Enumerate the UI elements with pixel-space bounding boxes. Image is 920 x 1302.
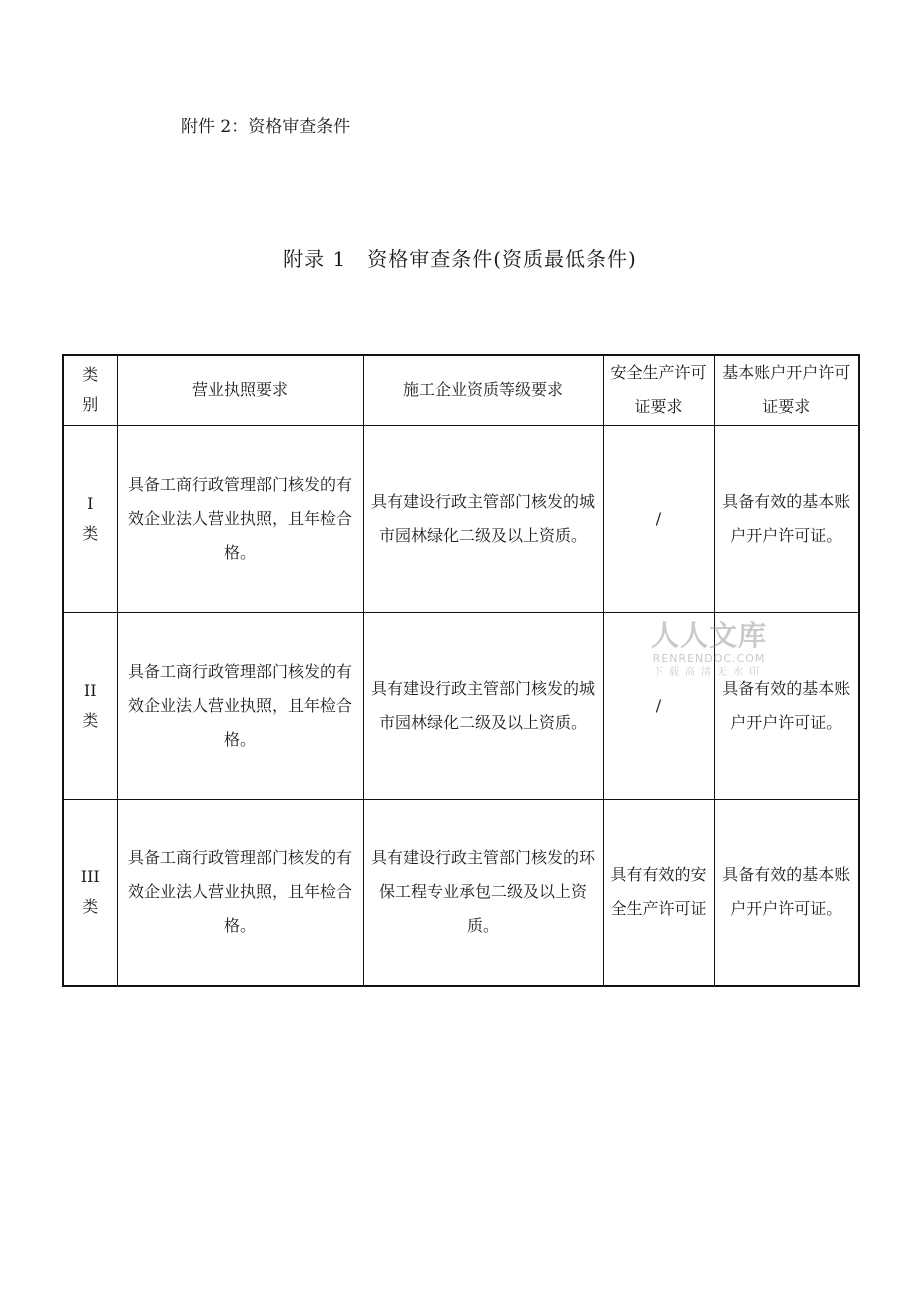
header-qualification-level: 施工企业资质等级要求 xyxy=(363,355,603,425)
row-account-permit: 具备有效的基本账户开户许可证。 xyxy=(714,799,859,986)
row-category: III 类 xyxy=(63,799,117,986)
row-qualification-level: 具有建设行政主管部门核发的城市园林绿化二级及以上资质。 xyxy=(363,612,603,799)
row-business-license: 具备工商行政管理部门核发的有效企业法人营业执照，且年检合格。 xyxy=(117,425,363,612)
row-business-license: 具备工商行政管理部门核发的有效企业法人营业执照，且年检合格。 xyxy=(117,799,363,986)
table-row xyxy=(63,425,859,612)
table-row xyxy=(63,612,859,799)
row-qualification-level: 具有建设行政主管部门核发的环保工程专业承包二级及以上资质。 xyxy=(363,799,603,986)
row-safety-permit: 具有有效的安全生产许可证 xyxy=(603,799,714,986)
attachment-label: 附件 2：资格审查条件 xyxy=(181,117,351,137)
watermark-url: RENRENDOC.COM xyxy=(652,652,766,665)
qualification-table xyxy=(62,354,860,987)
row-qualification-level: 具有建设行政主管部门核发的城市园林绿化二级及以上资质。 xyxy=(363,425,603,612)
header-account-permit: 基本账户开户许可证要求 xyxy=(714,355,859,425)
watermark-logo: 人人文库 xyxy=(650,619,767,652)
row-safety-permit: / xyxy=(603,612,714,799)
row-category: II 类 xyxy=(63,612,117,799)
row-category: I 类 xyxy=(63,425,117,612)
row-account-permit: 具备有效的基本账户开户许可证。 xyxy=(714,425,859,612)
header-category: 类 别 xyxy=(63,355,117,425)
row-account-permit: 具备有效的基本账户开户许可证。 xyxy=(714,612,859,799)
header-safety-permit: 安全生产许可证要求 xyxy=(603,355,714,425)
appendix-title: 附录 1 资格审查条件(资质最低条件) xyxy=(283,247,637,271)
row-safety-permit: / xyxy=(603,425,714,612)
header-business-license: 营业执照要求 xyxy=(117,355,363,425)
table-row xyxy=(63,799,859,986)
table-header-row xyxy=(63,355,859,425)
row-business-license: 具备工商行政管理部门核发的有效企业法人营业执照，且年检合格。 xyxy=(117,612,363,799)
watermark-slogan: 下载高清无水印 xyxy=(653,667,765,678)
